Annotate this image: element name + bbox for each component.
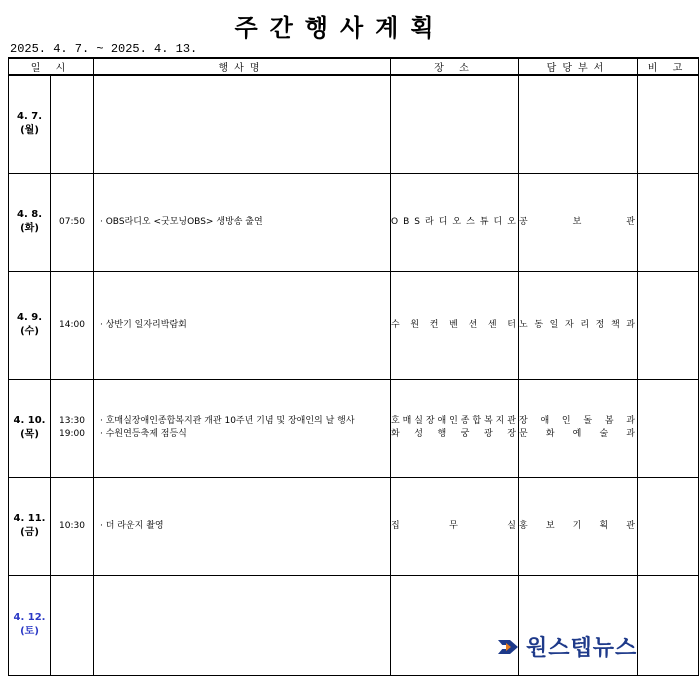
date-cell: 4. 8. (화) bbox=[9, 173, 51, 271]
header-place: 장 소 bbox=[391, 58, 519, 75]
date-cell: 4. 10. (목) bbox=[9, 379, 51, 477]
event-cell: · 호매실장애인종합복지관 개관 10주년 기념 및 장애인의 날 행사 · 수원연등축제 점등식 bbox=[94, 379, 391, 477]
header-event: 행사명 bbox=[94, 58, 391, 75]
news-logo bbox=[496, 631, 637, 662]
period-text: 2025. 4. 7. ~ 2025. 4. 13. bbox=[10, 42, 198, 56]
dept-cell: 홍 보 기 획 관 bbox=[519, 477, 638, 575]
note-cell bbox=[638, 379, 699, 477]
note-cell bbox=[638, 173, 699, 271]
table-row bbox=[9, 75, 699, 173]
logo-arrow-icon bbox=[496, 636, 522, 658]
place-cell: 호 매 실 장 애 인 종 합 복 지 관 화 성 행 궁 광 장 bbox=[391, 379, 519, 477]
place-cell: O B S 라 디 오 스 튜 디 오 bbox=[391, 173, 519, 271]
table-row bbox=[9, 379, 699, 477]
date-cell: 4. 11. (금) bbox=[9, 477, 51, 575]
dept-cell: 장 애 인 돌 봄 과 문 화 예 술 과 bbox=[519, 379, 638, 477]
event-cell: · 상반기 일자리박람회 bbox=[94, 271, 391, 379]
date-cell: 4. 9. (수) bbox=[9, 271, 51, 379]
page-title: 주간행사계획 bbox=[234, 13, 446, 42]
table-row bbox=[9, 477, 699, 575]
note-cell bbox=[638, 271, 699, 379]
schedule-table bbox=[8, 57, 699, 676]
time-cell: 13:30 19:00 bbox=[51, 379, 94, 477]
header-note: 비 고 bbox=[638, 58, 699, 75]
time-cell: 10:30 bbox=[51, 477, 94, 575]
date-cell: 4. 7. (월) bbox=[9, 75, 51, 173]
time-cell: 07:50 bbox=[51, 173, 94, 271]
table-row bbox=[9, 173, 699, 271]
dept-cell: 공 보 관 bbox=[519, 173, 638, 271]
dept-cell: 노 동 일 자 리 정 책 과 bbox=[519, 271, 638, 379]
table-row bbox=[9, 271, 699, 379]
note-cell bbox=[638, 477, 699, 575]
place-cell: 집 무 실 bbox=[391, 477, 519, 575]
event-cell: · 더 라운지 촬영 bbox=[94, 477, 391, 575]
place-cell: 수 원 컨 벤 션 센 터 bbox=[391, 271, 519, 379]
event-cell: · OBS라디오 <굿모닝OBS> 생방송 출연 bbox=[94, 173, 391, 271]
logo-text: 원스텝뉴스 bbox=[526, 636, 638, 661]
header-date: 일 시 bbox=[9, 58, 94, 75]
date-cell: 4. 12. (토) bbox=[9, 575, 51, 675]
time-cell: 14:00 bbox=[51, 271, 94, 379]
header-dept: 담당부서 bbox=[519, 58, 638, 75]
